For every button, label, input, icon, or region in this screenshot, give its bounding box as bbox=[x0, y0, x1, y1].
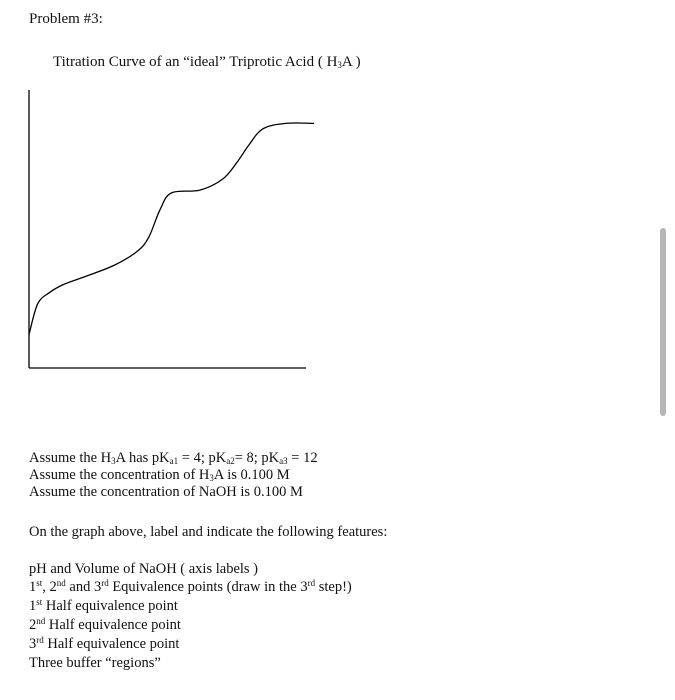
assumption-pka-text-1: Assume the H bbox=[29, 450, 112, 466]
feature-third-half-equivalence bbox=[29, 636, 179, 653]
eq-text-5: step!) bbox=[315, 579, 352, 595]
half2-sup: nd bbox=[36, 616, 46, 626]
assumption-base-concentration: Assume the concentration of NaOH is 0.100 M bbox=[29, 484, 303, 500]
title-text-pre: Titration Curve of an “ideal” Triprotic Acid ( H bbox=[53, 54, 338, 70]
eq-sup-2: nd bbox=[56, 578, 66, 588]
acid-conc-sub: 3 bbox=[209, 473, 214, 483]
eq-text-1: 1 bbox=[29, 579, 37, 595]
assumption-pka-sub-1: 3 bbox=[111, 456, 116, 466]
assumption-pka bbox=[29, 450, 318, 467]
problem-heading: Problem #3: bbox=[29, 11, 103, 27]
titration-curve bbox=[29, 123, 314, 335]
assumption-pka-text-3: = 4; pK bbox=[178, 450, 227, 466]
half3-sup: rd bbox=[36, 635, 44, 645]
title-text-post: A ) bbox=[341, 54, 361, 70]
feature-axis-labels: pH and Volume of NaOH ( axis labels ) bbox=[29, 561, 259, 577]
title-subscript: 3 bbox=[337, 60, 342, 70]
half1-number: 1 bbox=[29, 598, 37, 614]
half1-text: Half equivalence point bbox=[42, 598, 178, 614]
feature-first-half-equivalence bbox=[29, 598, 178, 615]
feature-equivalence-points bbox=[29, 579, 352, 596]
acid-conc-text-1: Assume the concentration of H bbox=[29, 467, 210, 483]
half3-number: 3 bbox=[29, 636, 37, 652]
eq-sup-3: rd bbox=[101, 578, 109, 588]
feature-second-half-equivalence bbox=[29, 617, 181, 634]
instructions-intro: On the graph above, label and indicate the following features: bbox=[29, 524, 388, 540]
assumption-pka-text-4: = 8; pK bbox=[234, 450, 280, 466]
assumption-pka-text-5: = 12 bbox=[287, 450, 318, 466]
eq-text-3: and 3 bbox=[65, 579, 102, 595]
half3-text: Half equivalence point bbox=[43, 636, 180, 652]
eq-sup-4: rd bbox=[307, 578, 316, 588]
acid-conc-text-2: A is 0.100 M bbox=[213, 467, 290, 483]
eq-sup-1: st bbox=[36, 578, 43, 588]
vertical-scrollbar[interactable] bbox=[660, 228, 666, 416]
half2-number: 2 bbox=[29, 617, 37, 633]
half1-sup: st bbox=[36, 597, 43, 607]
assumption-pka-sub-4: a3 bbox=[279, 456, 288, 466]
eq-text-2: , 2 bbox=[42, 579, 57, 595]
feature-buffer-regions: Three buffer “regions” bbox=[29, 655, 161, 671]
assumption-pka-sub-2: a1 bbox=[169, 456, 179, 466]
assumption-pka-sub-3: a2 bbox=[226, 456, 235, 466]
eq-text-4: Equivalence points (draw in the 3 bbox=[108, 579, 308, 595]
assumption-pka-text-2: A has pK bbox=[115, 450, 170, 466]
assumption-acid-concentration bbox=[29, 467, 290, 484]
half2-text: Half equivalence point bbox=[45, 617, 181, 633]
